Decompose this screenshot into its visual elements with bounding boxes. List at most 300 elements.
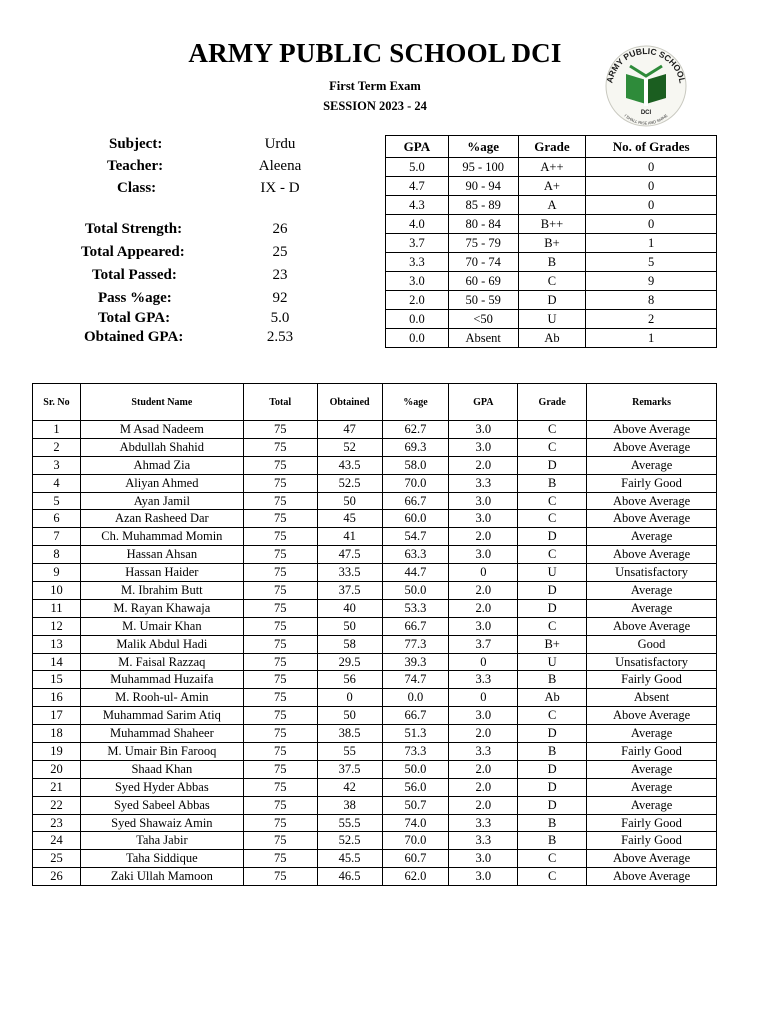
student-header-cell: Obtained	[317, 384, 382, 421]
table-cell: 3.3	[449, 814, 518, 832]
table-cell: Muhammad Huzaifa	[80, 671, 243, 689]
table-cell: 3.0	[449, 850, 518, 868]
table-cell: 19	[33, 743, 81, 761]
table-cell: Absent	[587, 689, 717, 707]
table-row	[33, 474, 717, 492]
table-cell: 3.0	[449, 421, 518, 439]
table-cell: Unsatisfactory	[587, 564, 717, 582]
table-row	[33, 635, 717, 653]
table-cell: 70.0	[382, 474, 449, 492]
table-cell: 2.0	[449, 778, 518, 796]
table-cell: C	[518, 546, 587, 564]
grade-cell: 0	[586, 177, 717, 196]
table-row	[33, 510, 717, 528]
table-cell: 75	[243, 564, 317, 582]
table-cell: C	[518, 492, 587, 510]
table-cell: 0	[317, 689, 382, 707]
table-row	[33, 725, 717, 743]
table-cell: 3.3	[449, 474, 518, 492]
total-appeared-label: Total Appeared:	[81, 244, 185, 260]
table-cell: 39.3	[382, 653, 449, 671]
grade-table-row	[386, 310, 717, 329]
table-cell: Average	[587, 599, 717, 617]
table-cell: 2.0	[449, 528, 518, 546]
table-cell: 75	[243, 707, 317, 725]
grade-cell: 4.7	[386, 177, 449, 196]
table-cell: Abdullah Shahid	[80, 438, 243, 456]
table-cell: U	[518, 564, 587, 582]
table-row	[33, 760, 717, 778]
table-cell: 75	[243, 492, 317, 510]
table-cell: D	[518, 760, 587, 778]
table-cell: 74.0	[382, 814, 449, 832]
table-cell: C	[518, 850, 587, 868]
table-cell: 50	[317, 492, 382, 510]
table-cell: 42	[317, 778, 382, 796]
table-cell: 75	[243, 653, 317, 671]
grade-cell: Absent	[448, 329, 518, 348]
grade-cell: 3.0	[386, 272, 449, 291]
table-cell: 3.0	[449, 492, 518, 510]
table-cell: D	[518, 456, 587, 474]
table-cell: M. Umair Bin Farooq	[80, 743, 243, 761]
table-cell: Zaki Ullah Mamoon	[80, 868, 243, 886]
table-cell: 60.0	[382, 510, 449, 528]
table-cell: Above Average	[587, 868, 717, 886]
table-cell: 75	[243, 474, 317, 492]
table-cell: 63.3	[382, 546, 449, 564]
table-cell: Average	[587, 582, 717, 600]
table-cell: Average	[587, 528, 717, 546]
grade-cell: A	[518, 196, 586, 215]
grade-cell: 80 - 84	[448, 215, 518, 234]
table-row	[33, 778, 717, 796]
table-cell: 50.0	[382, 582, 449, 600]
table-row	[33, 850, 717, 868]
table-cell: 2.0	[449, 760, 518, 778]
total-appeared-value: 25	[272, 244, 288, 260]
table-cell: 75	[243, 510, 317, 528]
table-row	[33, 599, 717, 617]
grade-cell: 3.7	[386, 234, 449, 253]
table-row	[33, 796, 717, 814]
grade-cell: 5	[586, 253, 717, 272]
table-cell: Above Average	[587, 546, 717, 564]
table-cell: 2.0	[449, 796, 518, 814]
table-cell: 75	[243, 689, 317, 707]
table-cell: 66.7	[382, 492, 449, 510]
student-header-cell: %age	[382, 384, 449, 421]
table-cell: Above Average	[587, 510, 717, 528]
grade-scale-table	[385, 135, 717, 348]
table-cell: 60.7	[382, 850, 449, 868]
table-cell: B	[518, 743, 587, 761]
pass-pct-value: 92	[272, 290, 288, 306]
table-cell: 0	[449, 653, 518, 671]
grade-cell: D	[518, 291, 586, 310]
table-cell: 3.0	[449, 510, 518, 528]
table-cell: 16	[33, 689, 81, 707]
table-cell: 43.5	[317, 456, 382, 474]
table-row	[33, 564, 717, 582]
table-cell: 38.5	[317, 725, 382, 743]
table-cell: 9	[33, 564, 81, 582]
table-cell: D	[518, 725, 587, 743]
table-cell: 6	[33, 510, 81, 528]
school-logo-icon	[600, 38, 692, 130]
table-row	[33, 438, 717, 456]
table-row	[33, 653, 717, 671]
grade-table-row	[386, 215, 717, 234]
table-row	[33, 546, 717, 564]
table-cell: 3.0	[449, 438, 518, 456]
grade-cell: 4.0	[386, 215, 449, 234]
table-cell: Above Average	[587, 617, 717, 635]
subject-label: Subject:	[109, 136, 163, 152]
table-cell: Hassan Ahsan	[80, 546, 243, 564]
grade-table-row	[386, 329, 717, 348]
table-cell: 3	[33, 456, 81, 474]
table-cell: 52.5	[317, 832, 382, 850]
grade-cell: 0	[586, 215, 717, 234]
table-cell: 75	[243, 832, 317, 850]
table-cell: 3.0	[449, 707, 518, 725]
table-cell: Ayan Jamil	[80, 492, 243, 510]
table-cell: Above Average	[587, 492, 717, 510]
table-cell: 44.7	[382, 564, 449, 582]
table-cell: 58.0	[382, 456, 449, 474]
table-cell: 3.7	[449, 635, 518, 653]
table-cell: M. Ibrahim Butt	[80, 582, 243, 600]
student-table-header-row	[33, 384, 717, 421]
grade-cell: A++	[518, 158, 586, 177]
table-cell: Fairly Good	[587, 743, 717, 761]
logo-motto-text: I SHALL RISE AND SHINE	[623, 112, 669, 126]
table-cell: 75	[243, 760, 317, 778]
table-cell: 0	[449, 564, 518, 582]
table-cell: Muhammad Shaheer	[80, 725, 243, 743]
table-cell: U	[518, 653, 587, 671]
grade-cell: C	[518, 272, 586, 291]
table-cell: 75	[243, 796, 317, 814]
table-cell: 75	[243, 743, 317, 761]
table-cell: 75	[243, 599, 317, 617]
table-cell: 47	[317, 421, 382, 439]
obtained-gpa-value: 2.53	[266, 329, 294, 345]
table-cell: 62.7	[382, 421, 449, 439]
table-row	[33, 689, 717, 707]
table-cell: D	[518, 528, 587, 546]
table-cell: 26	[33, 868, 81, 886]
grade-table-row	[386, 272, 717, 291]
table-cell: 55.5	[317, 814, 382, 832]
student-header-cell: Total	[243, 384, 317, 421]
grade-header-cell: No. of Grades	[586, 136, 717, 158]
table-cell: Muhammad Sarim Atiq	[80, 707, 243, 725]
grade-cell: 0.0	[386, 310, 449, 329]
table-cell: 50	[317, 707, 382, 725]
table-cell: M Asad Nadeem	[80, 421, 243, 439]
table-cell: Fairly Good	[587, 832, 717, 850]
table-cell: 29.5	[317, 653, 382, 671]
table-row	[33, 868, 717, 886]
total-strength-label: Total Strength:	[85, 221, 183, 237]
table-cell: 52.5	[317, 474, 382, 492]
table-row	[33, 743, 717, 761]
table-cell: 38	[317, 796, 382, 814]
table-cell: 3.0	[449, 868, 518, 886]
grade-table-header-row	[386, 136, 717, 158]
table-cell: 75	[243, 617, 317, 635]
table-cell: B	[518, 671, 587, 689]
table-cell: 47.5	[317, 546, 382, 564]
table-cell: Average	[587, 796, 717, 814]
grade-cell: 9	[586, 272, 717, 291]
table-cell: C	[518, 617, 587, 635]
table-cell: 7	[33, 528, 81, 546]
table-row	[33, 492, 717, 510]
student-header-cell: Grade	[518, 384, 587, 421]
table-cell: D	[518, 796, 587, 814]
logo-mid-text: DCI	[640, 110, 652, 116]
table-cell: 10	[33, 582, 81, 600]
table-cell: 2	[33, 438, 81, 456]
table-cell: 13	[33, 635, 81, 653]
table-cell: 18	[33, 725, 81, 743]
table-cell: 0	[449, 689, 518, 707]
table-cell: C	[518, 438, 587, 456]
table-cell: Syed Shawaiz Amin	[80, 814, 243, 832]
grade-cell: B+	[518, 234, 586, 253]
grade-cell: 4.3	[386, 196, 449, 215]
table-cell: 24	[33, 832, 81, 850]
table-cell: 54.7	[382, 528, 449, 546]
table-cell: 12	[33, 617, 81, 635]
grade-table-body	[386, 158, 717, 348]
table-cell: 37.5	[317, 582, 382, 600]
table-cell: Fairly Good	[587, 671, 717, 689]
table-row	[33, 617, 717, 635]
table-cell: B+	[518, 635, 587, 653]
table-cell: Unsatisfactory	[587, 653, 717, 671]
session-title: SESSION 2023 - 24	[323, 99, 427, 113]
grade-table-row	[386, 291, 717, 310]
table-cell: 33.5	[317, 564, 382, 582]
table-cell: 56	[317, 671, 382, 689]
table-cell: 74.7	[382, 671, 449, 689]
grade-cell: 50 - 59	[448, 291, 518, 310]
table-cell: D	[518, 599, 587, 617]
table-cell: Azan Rasheed Dar	[80, 510, 243, 528]
grade-table-row	[386, 158, 717, 177]
table-row	[33, 814, 717, 832]
grade-cell: 3.3	[386, 253, 449, 272]
grade-header-cell: Grade	[518, 136, 586, 158]
table-cell: 62.0	[382, 868, 449, 886]
table-cell: 40	[317, 599, 382, 617]
table-cell: M. Faisal Razzaq	[80, 653, 243, 671]
table-cell: 3.3	[449, 832, 518, 850]
table-row	[33, 832, 717, 850]
table-row	[33, 671, 717, 689]
grade-cell: 90 - 94	[448, 177, 518, 196]
table-cell: Above Average	[587, 421, 717, 439]
table-cell: 22	[33, 796, 81, 814]
table-row	[33, 421, 717, 439]
table-cell: B	[518, 832, 587, 850]
table-cell: 75	[243, 528, 317, 546]
table-cell: Shaad Khan	[80, 760, 243, 778]
grade-table-row	[386, 253, 717, 272]
grade-table-row	[386, 177, 717, 196]
table-cell: 20	[33, 760, 81, 778]
table-cell: Ch. Muhammad Momin	[80, 528, 243, 546]
table-cell: Good	[587, 635, 717, 653]
table-cell: Average	[587, 760, 717, 778]
grade-header-cell: GPA	[386, 136, 449, 158]
table-cell: 75	[243, 438, 317, 456]
table-cell: 75	[243, 635, 317, 653]
table-cell: 73.3	[382, 743, 449, 761]
teacher-label: Teacher:	[107, 158, 164, 174]
table-cell: C	[518, 510, 587, 528]
table-cell: 15	[33, 671, 81, 689]
table-cell: 75	[243, 868, 317, 886]
table-cell: 51.3	[382, 725, 449, 743]
grade-cell: 70 - 74	[448, 253, 518, 272]
table-cell: Average	[587, 725, 717, 743]
subject-value: Urdu	[264, 136, 296, 152]
table-cell: 50.7	[382, 796, 449, 814]
school-title: ARMY PUBLIC SCHOOL DCI	[188, 38, 562, 68]
table-cell: Average	[587, 778, 717, 796]
grade-cell: 85 - 89	[448, 196, 518, 215]
table-cell: 75	[243, 814, 317, 832]
table-cell: Aliyan Ahmed	[80, 474, 243, 492]
student-results-table	[32, 383, 717, 886]
grade-table-row	[386, 234, 717, 253]
table-cell: 55	[317, 743, 382, 761]
table-cell: 2.0	[449, 582, 518, 600]
grade-cell: 8	[586, 291, 717, 310]
table-row	[33, 456, 717, 474]
grade-header-cell: %age	[448, 136, 518, 158]
table-cell: D	[518, 582, 587, 600]
table-cell: 2.0	[449, 456, 518, 474]
table-cell: M. Rayan Khawaja	[80, 599, 243, 617]
grade-cell: 0.0	[386, 329, 449, 348]
table-cell: 46.5	[317, 868, 382, 886]
table-cell: Above Average	[587, 438, 717, 456]
table-cell: 3.0	[449, 546, 518, 564]
table-cell: B	[518, 474, 587, 492]
table-cell: M. Umair Khan	[80, 617, 243, 635]
table-cell: Syed Sabeel Abbas	[80, 796, 243, 814]
table-cell: 3.3	[449, 671, 518, 689]
grade-cell: B++	[518, 215, 586, 234]
student-header-cell: GPA	[449, 384, 518, 421]
total-gpa-label: Total GPA:	[98, 310, 171, 326]
table-cell: 58	[317, 635, 382, 653]
table-cell: B	[518, 814, 587, 832]
table-cell: 3.3	[449, 743, 518, 761]
table-cell: 3.0	[449, 617, 518, 635]
table-cell: Average	[587, 456, 717, 474]
class-value: IX - D	[260, 180, 300, 196]
table-row	[33, 528, 717, 546]
table-cell: 23	[33, 814, 81, 832]
grade-cell: 1	[586, 329, 717, 348]
pass-pct-label: Pass %age:	[98, 290, 172, 306]
table-cell: 21	[33, 778, 81, 796]
table-row	[33, 707, 717, 725]
table-cell: Fairly Good	[587, 474, 717, 492]
table-cell: 56.0	[382, 778, 449, 796]
table-cell: 69.3	[382, 438, 449, 456]
table-cell: 50.0	[382, 760, 449, 778]
table-cell: Malik Abdul Hadi	[80, 635, 243, 653]
table-cell: 75	[243, 725, 317, 743]
table-row	[33, 582, 717, 600]
grade-cell: 1	[586, 234, 717, 253]
logo-top-text: ARMY PUBLIC SCHOOL	[604, 45, 688, 84]
total-passed-value: 23	[272, 267, 288, 283]
table-cell: 11	[33, 599, 81, 617]
table-cell: 75	[243, 850, 317, 868]
table-cell: Hassan Haider	[80, 564, 243, 582]
table-cell: 45.5	[317, 850, 382, 868]
table-cell: 2.0	[449, 599, 518, 617]
class-label: Class:	[117, 180, 157, 196]
table-cell: C	[518, 707, 587, 725]
grade-cell: 2.0	[386, 291, 449, 310]
table-cell: 66.7	[382, 707, 449, 725]
table-cell: 70.0	[382, 832, 449, 850]
table-cell: 75	[243, 671, 317, 689]
table-cell: 52	[317, 438, 382, 456]
table-cell: 37.5	[317, 760, 382, 778]
grade-cell: 60 - 69	[448, 272, 518, 291]
student-header-cell: Remarks	[587, 384, 717, 421]
obtained-gpa-label: Obtained GPA:	[84, 329, 184, 345]
grade-cell: B	[518, 253, 586, 272]
grade-cell: 2	[586, 310, 717, 329]
table-cell: Above Average	[587, 707, 717, 725]
table-cell: 75	[243, 778, 317, 796]
grade-cell: 95 - 100	[448, 158, 518, 177]
table-cell: C	[518, 868, 587, 886]
grade-cell: 0	[586, 196, 717, 215]
table-cell: 4	[33, 474, 81, 492]
grade-cell: A+	[518, 177, 586, 196]
table-cell: 53.3	[382, 599, 449, 617]
grade-cell: U	[518, 310, 586, 329]
student-header-cell: Student Name	[80, 384, 243, 421]
student-header-cell: Sr. No	[33, 384, 81, 421]
grade-cell: 5.0	[386, 158, 449, 177]
table-cell: 1	[33, 421, 81, 439]
teacher-value: Aleena	[258, 158, 302, 174]
table-cell: 75	[243, 456, 317, 474]
total-gpa-value: 5.0	[270, 310, 290, 326]
student-table-body	[33, 421, 717, 886]
table-cell: Above Average	[587, 850, 717, 868]
table-cell: 50	[317, 617, 382, 635]
table-cell: Ahmad Zia	[80, 456, 243, 474]
table-cell: Ab	[518, 689, 587, 707]
table-cell: 75	[243, 421, 317, 439]
table-cell: 25	[33, 850, 81, 868]
